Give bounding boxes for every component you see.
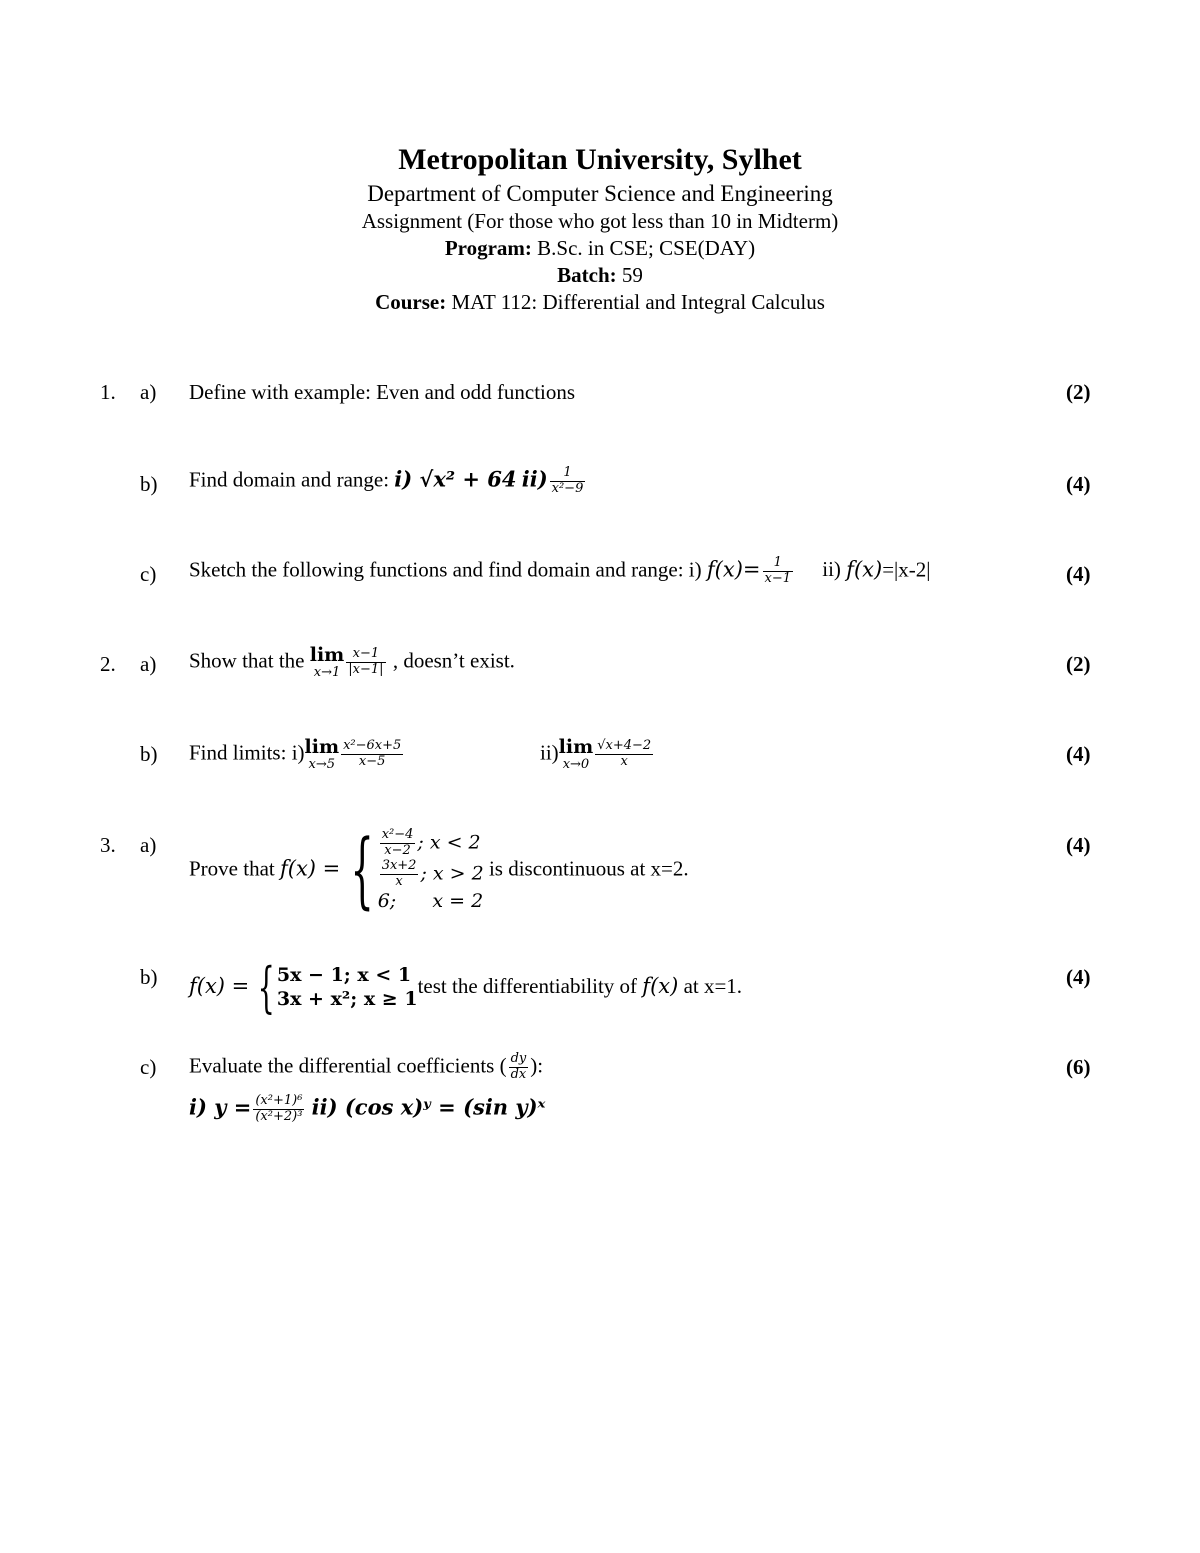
batch-line <box>0 263 1200 288</box>
q2b-prompt: Find limits: i) <box>189 740 305 765</box>
q2b-part-ii <box>540 738 655 772</box>
q3a-cases <box>378 828 484 914</box>
q3a-case1-num: x²−4 <box>381 827 414 842</box>
q1a-marks: (2) <box>1066 380 1091 404</box>
q3a-post: is discontinuous at x=2. <box>488 856 689 881</box>
q2b-ii-label: ii) <box>540 740 559 765</box>
q2b-frac-i-den: x−5 <box>358 754 386 770</box>
question-3-number: 3. <box>100 833 116 857</box>
q1a-text: Define with example: Even and odd functions <box>189 380 576 404</box>
q2b-lim-word-i: lim <box>304 736 340 758</box>
q3a-prompt: Prove that <box>189 856 275 881</box>
q3a-case1-den: x−2 <box>384 842 411 858</box>
q3a-case2-frac <box>380 859 419 890</box>
q3b-marks: (4) <box>1066 965 1091 989</box>
q1c-prompt: Sketch the following functions and find domain and range: i) <box>189 557 702 582</box>
q2a-post: , doesn’t exist. <box>387 648 515 673</box>
q3c-fraction-i <box>253 1094 304 1125</box>
q3a-case2-cond: ; x > 2 <box>420 862 484 885</box>
course-label: Course: <box>375 290 447 314</box>
q3a-case1-frac <box>380 828 416 859</box>
q3c-post: ): <box>530 1053 544 1078</box>
department-name: Department of Computer Science and Engineering <box>367 181 833 206</box>
q2b-lim-word-ii: lim <box>558 736 594 758</box>
q3c-letter: c) <box>140 1055 157 1079</box>
q3a-brace-icon: { <box>349 822 374 918</box>
q3a-case2-den: x <box>395 873 403 889</box>
question-2-number: 2. <box>100 652 116 676</box>
question-1-number: 1. <box>100 380 116 404</box>
program-line <box>0 236 1200 261</box>
q3b-f-label: f(x) = <box>189 973 250 998</box>
q3b-brace-icon: { <box>257 956 275 1019</box>
q2a-marks: (2) <box>1066 652 1091 676</box>
q3c-expr-i: i) y = <box>189 1094 252 1120</box>
program-label: Program: <box>444 236 532 260</box>
q2b-limit-ii <box>559 738 594 772</box>
q1c-part-ii: ii) <box>822 557 841 582</box>
q1c-letter: c) <box>140 562 157 586</box>
q3b-post: test the differentiability of <box>417 973 638 998</box>
q3a-f-label: f(x) = <box>279 856 341 881</box>
q3a-marks: (4) <box>1066 833 1091 857</box>
q1c-f-label: f(x)= <box>706 557 761 582</box>
q2b-fraction-ii <box>595 739 653 770</box>
q3a-case-3: 6; x = 2 <box>377 889 484 912</box>
q3a-case1-cond: ; x < 2 <box>417 831 481 854</box>
assignment-note: Assignment (For those who got less than 10 in Midterm) <box>361 209 839 233</box>
q1b-prompt: Find domain and range: <box>189 467 390 492</box>
q2b-marks: (4) <box>1066 742 1091 766</box>
q3b-case-1: 5x − 1; x < 1 <box>276 964 412 987</box>
q1b-marks: (4) <box>1066 472 1091 496</box>
q1b-letter: b) <box>140 472 158 496</box>
q3b-f-ref: f(x) <box>642 973 679 998</box>
q2b-text <box>189 738 405 772</box>
q2b-lim-sub-i: x→5 <box>308 756 336 772</box>
q2a-text <box>189 646 515 680</box>
q1c-frac-den: x−1 <box>764 570 791 586</box>
q1c-fraction <box>763 556 794 587</box>
q2a-letter: a) <box>140 652 157 676</box>
course-line <box>0 290 1200 315</box>
q2b-frac-ii-den: x <box>620 754 628 770</box>
q3a-case-1 <box>378 828 484 859</box>
q3c-expressions <box>189 1094 545 1125</box>
q3c-fraction <box>509 1052 529 1083</box>
program-value: B.Sc. in CSE; CSE(DAY) <box>531 236 756 260</box>
q2b-fraction-i <box>341 739 403 770</box>
q3c-frac-i-num: (x²+1)⁶ <box>255 1093 303 1108</box>
q2b-frac-i-num: x²−6x+5 <box>343 738 402 754</box>
q3a-letter: a) <box>140 833 157 857</box>
q3b-cases <box>277 964 418 1012</box>
university-title: Metropolitan University, Sylhet <box>398 143 802 176</box>
q2a-fraction <box>346 647 385 678</box>
q2a-frac-num: x−1 <box>346 647 385 663</box>
q3c-frac-i-den: (x²+2)³ <box>255 1108 303 1124</box>
q1c-frac-num: 1 <box>763 556 794 572</box>
q3b-letter: b) <box>140 965 158 989</box>
q2a-frac-den: |x−1| <box>348 662 384 678</box>
q2a-lim-word: lim <box>309 644 345 666</box>
course-value: MAT 112: Differential and Integral Calculus <box>446 290 825 314</box>
q1a-letter: a) <box>140 380 157 404</box>
q3c-frac-den: dx <box>510 1066 527 1082</box>
q3b-text <box>189 956 743 1019</box>
q3c-frac-num: dy <box>510 1051 527 1066</box>
q2a-lim-sub: x→1 <box>313 664 341 680</box>
q1b-text <box>189 466 587 497</box>
q1b-frac-den: x²−9 <box>551 480 584 496</box>
q1c-f2-label: f(x) <box>846 557 883 582</box>
batch-value: 59 <box>616 263 643 287</box>
q3c-expr-ii: ii) (cos x)ʸ = (sin y)ˣ <box>311 1094 546 1120</box>
q3a-text <box>189 822 689 918</box>
q3a-case-2 <box>378 859 484 890</box>
q3c-text <box>189 1052 543 1083</box>
q2b-letter: b) <box>140 742 158 766</box>
q2b-limit-i <box>305 738 340 772</box>
q3c-prompt: Evaluate the differential coefficients ( <box>189 1053 507 1078</box>
q1b-expr-ii: ii) <box>521 466 548 492</box>
q1b-frac-num: 1 <box>550 466 586 482</box>
q3c-marks: (6) <box>1066 1055 1091 1079</box>
q1c-text <box>189 556 930 587</box>
batch-label: Batch: <box>557 263 617 287</box>
q2b-lim-sub-ii: x→0 <box>562 756 590 772</box>
q2b-frac-ii-num: √x+4−2 <box>597 738 652 754</box>
q3b-case-2: 3x + x²; x ≥ 1 <box>276 988 418 1010</box>
q2a-limit <box>310 646 345 680</box>
q2a-prompt: Show that the <box>189 648 305 673</box>
q1b-fraction <box>550 466 586 497</box>
q1c-marks: (4) <box>1066 562 1091 586</box>
q3a-case2-num: 3x+2 <box>381 857 417 873</box>
q1c-f2-rest: =|x-2| <box>882 557 931 582</box>
q1b-expr-i: i) √x² + 64 <box>394 466 517 492</box>
q3b-end: at x=1. <box>678 973 743 998</box>
